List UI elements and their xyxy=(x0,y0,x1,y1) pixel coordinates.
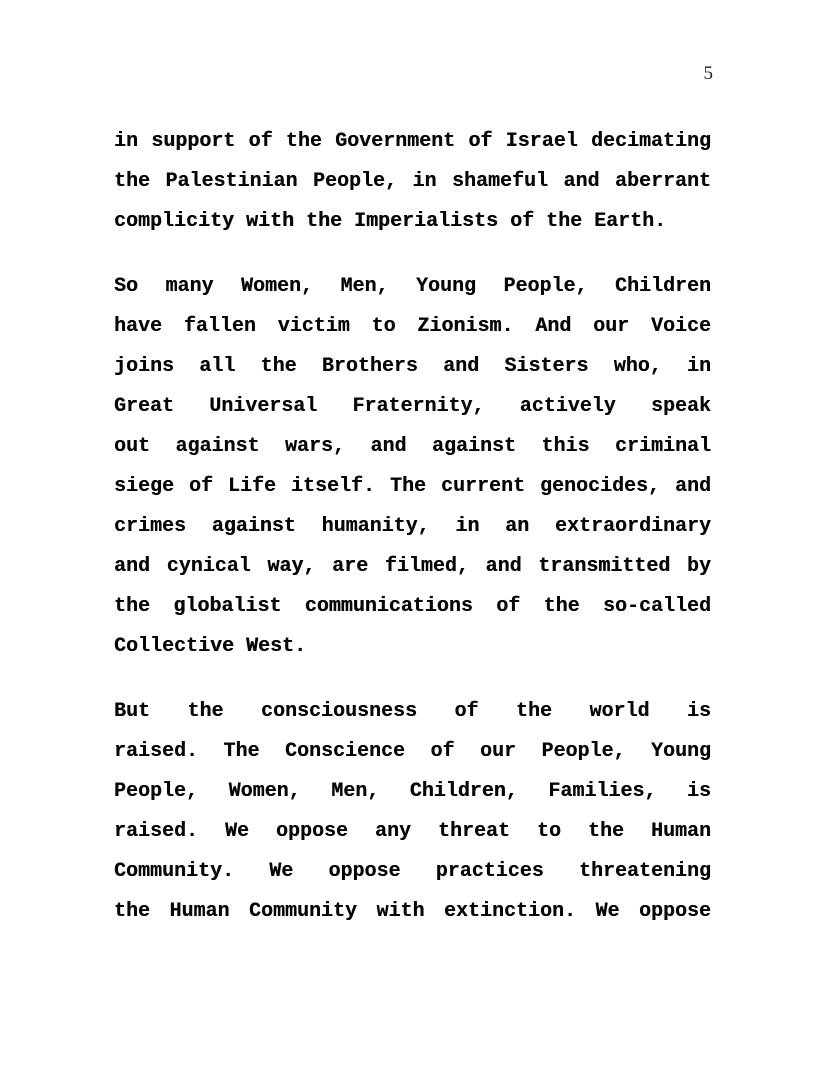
text-line: complicity with the Imperialists of the Earth. xyxy=(114,210,667,233)
text-line: in support of the Government of Israel decimating xyxy=(114,130,711,153)
text-line: and cynical way, are filmed, and transmitted by xyxy=(114,555,711,578)
page-number: 5 xyxy=(703,63,713,84)
text-line: out against wars, and against this criminal xyxy=(114,435,711,458)
text-line: Collective West. xyxy=(114,635,307,658)
paragraph xyxy=(114,122,711,242)
text-line: crimes against humanity, in an extraordinary xyxy=(114,515,711,538)
text-line: Community. We oppose practices threatening xyxy=(114,860,711,883)
text-line: So many Women, Men, Young People, Children xyxy=(114,275,711,298)
text-line: the Human Community with extinction. We oppose xyxy=(114,900,711,923)
text-line: the Palestinian People, in shameful and aberrant xyxy=(114,170,711,193)
paragraph xyxy=(114,692,711,932)
text-line: siege of Life itself. The current genocides, and xyxy=(114,475,711,498)
text-line: have fallen victim to Zionism. And our Voice xyxy=(114,315,711,338)
paragraph xyxy=(114,267,711,667)
text-line: Great Universal Fraternity, actively speak xyxy=(114,395,711,418)
text-line: raised. The Conscience of our People, Young xyxy=(114,740,711,763)
text-line: raised. We oppose any threat to the Human xyxy=(114,820,711,843)
text-line: People, Women, Men, Children, Families, is xyxy=(114,780,711,803)
text-line: joins all the Brothers and Sisters who, in xyxy=(114,355,711,378)
text-line: the globalist communications of the so-called xyxy=(114,595,711,618)
document-body xyxy=(114,122,711,957)
text-line: But the consciousness of the world is xyxy=(114,700,711,723)
